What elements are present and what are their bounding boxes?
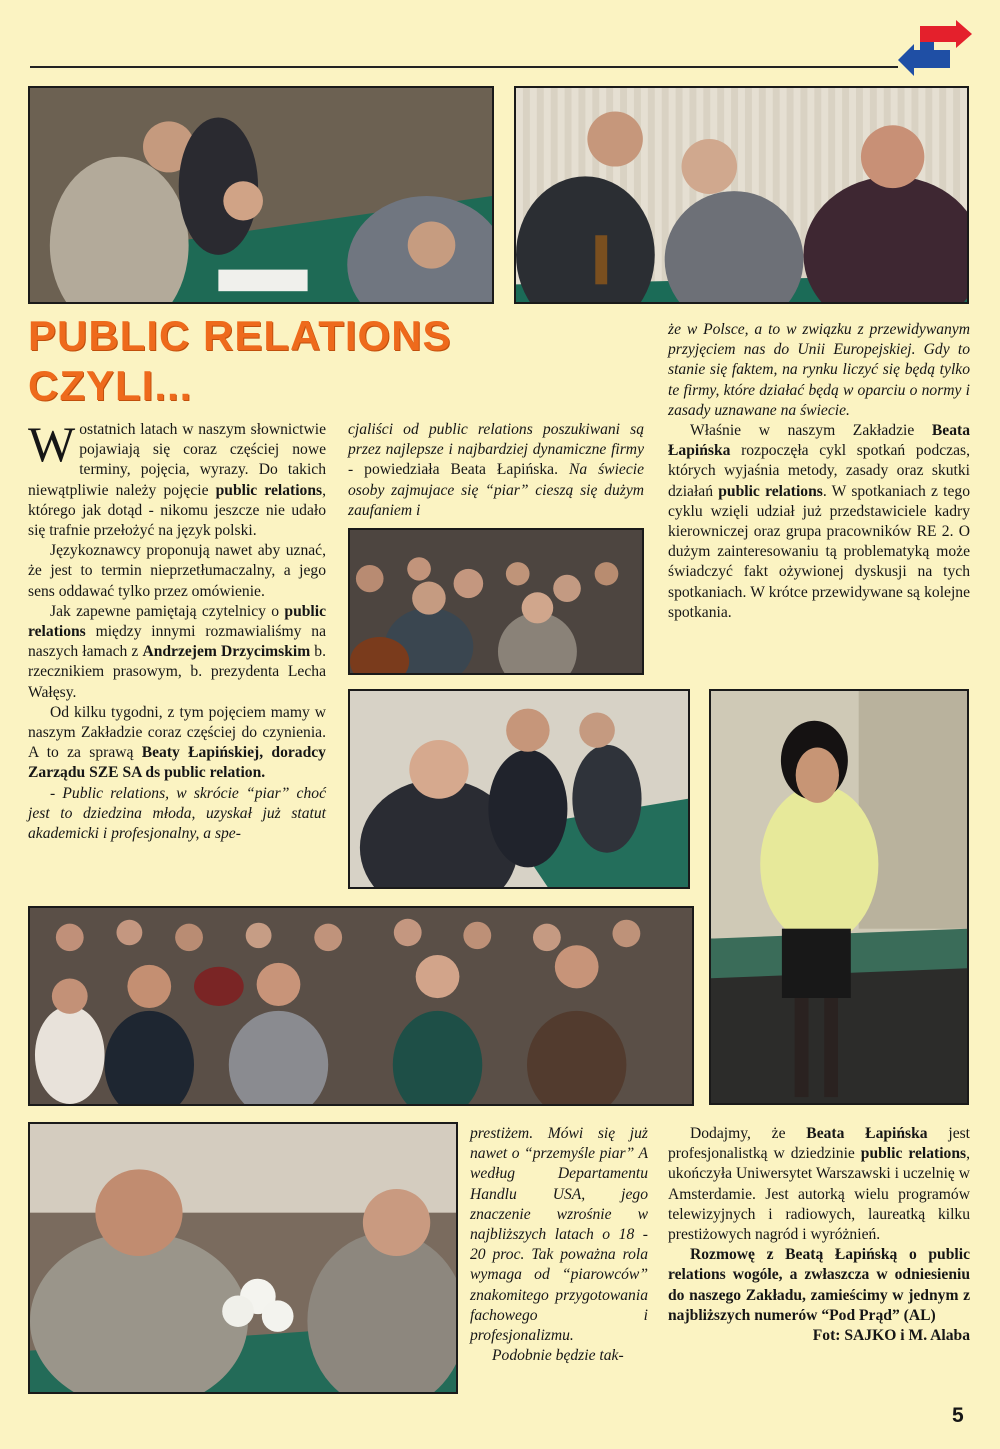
paragraph-1: Wostatnich latach w naszym słownictwie pojawiają się coraz częściej nowe terminy, pojęcia, wyrazy. Do takich niewątpliwie należy pojęcie public relations, którego jak dotąd - nikomu jeszcze nie udało się trafnie przełożyć na język polski. <box>28 416 326 540</box>
speaker-woman-photo <box>709 689 969 1105</box>
headline-line2: CZYLI... <box>28 362 193 409</box>
paragraph-3: Jak zapewne pamiętają czytelnicy o public relations między innymi rozmawialiśmy na naszych łamach z Andrzejem Drzycimskim b. rzecznikiem prasowym, b. prezydenta Lecha Wałęsy. <box>28 602 326 701</box>
large-audience-photo <box>28 906 694 1106</box>
article-column-4 <box>470 1124 648 1366</box>
paragraph-quote-cont: że w Polsce, a to w związku z przewidywanym przyjęciem nas do Unii Europejskiej. Gdy to stanie się faktem, na rynku liczyć się będą tylko te firmy, które działać będą w oparciu o normy i zasady uznawane na świecie. <box>668 321 970 419</box>
paragraph-similar: Podobnie będzie tak- <box>492 1347 624 1365</box>
header-rule <box>30 66 898 68</box>
paragraph-prestige: prestiżem. Mówi się już nawet o “przemyśle piar” A według Departamentu Handlu USA, jego znaczenie wzrośnie w najbliższych latach o 18 - 20 proc. Tak poważna rola wymaga od “piarowców” znakomitego przygotowania fachowego i profesjonalizmu. <box>470 1125 648 1345</box>
article-column-5 <box>668 1124 970 1346</box>
photo-credit: Fot: SAJKO i M. Alaba <box>812 1327 970 1345</box>
arrows-logo-icon <box>898 20 972 78</box>
author-sign: (AL) <box>903 1306 936 1324</box>
paragraph-5: - Public relations, w skrócie “piar” choć jest to dziedzina młoda, uzyskał już statut akademicki i profesjonalny, a spe- <box>28 784 326 843</box>
article-column-1 <box>28 416 326 844</box>
paragraph-announcement: Rozmowę z Beatą Łapińską o public relations wogóle, a zwłaszcza w odniesieniu do naszego Zakładu, zamieścimy w jednym z najbliższych numerów “Pod Prąd” (AL) <box>668 1246 970 1324</box>
page-number: 5 <box>952 1404 964 1427</box>
managers-photo <box>348 689 690 889</box>
paragraph-4: Od kilku tygodni, z tym pojęciem mamy w naszym Zakładzie coraz częściej do czynienia. A to za sprawą Beaty Łapińskiej, doradcy Zarządu SZE SA ds public relation. <box>28 703 326 782</box>
paragraph-2: Językoznawcy proponują nawet aby uznać, że jest to termin nieprzetłumaczalny, a jego sens oddawać tylko przez omówienie. <box>28 542 326 600</box>
men-at-table-photo <box>514 86 969 304</box>
discussion-photo <box>28 1122 458 1394</box>
meeting-table-photo <box>28 86 494 304</box>
dropcap: W <box>28 416 76 472</box>
paragraph-quote: cjaliści od public relations poszukiwani są przez najlepsze i najbardziej dynamiczne firmy - powiedziała Beata Łapińska. Na świecie osoby zajmujace się “piar” cieszą się dużym zaufaniem i <box>348 421 644 519</box>
paragraph-meetings: Właśnie w naszym Zakładzie Beata Łapińska rozpoczęła cykl spotkań podczas, których wyjaśnia metody, zasady oraz skutki działań public relations. W spotkaniach z tego cyklu wzięli udział już przedstawiciele kadry kierowniczej oraz grupa pracowników RE 2. O dużym zainteresowaniu tą problematyką może świadczyć fakt ożywionej dyskusji na tych spotkaniach. W krótce przewidywane są kolejne spotkania. <box>668 422 970 621</box>
paragraph-bio: Dodajmy, że Beata Łapińska jest profesjonalistką w dziedzinie public relations, ukończyła Uniwersytet Warszawski i uczelnię w Amsterdamie. Jest autorką wielu programów telewizyjnych i radiowych, laureatką kilku prestiżowych nagród i wyróżnień. <box>668 1125 971 1244</box>
article-column-2 <box>348 420 644 521</box>
headline-line1: PUBLIC RELATIONS <box>28 312 452 359</box>
audience-photo <box>348 528 644 675</box>
article-column-3 <box>668 320 970 623</box>
